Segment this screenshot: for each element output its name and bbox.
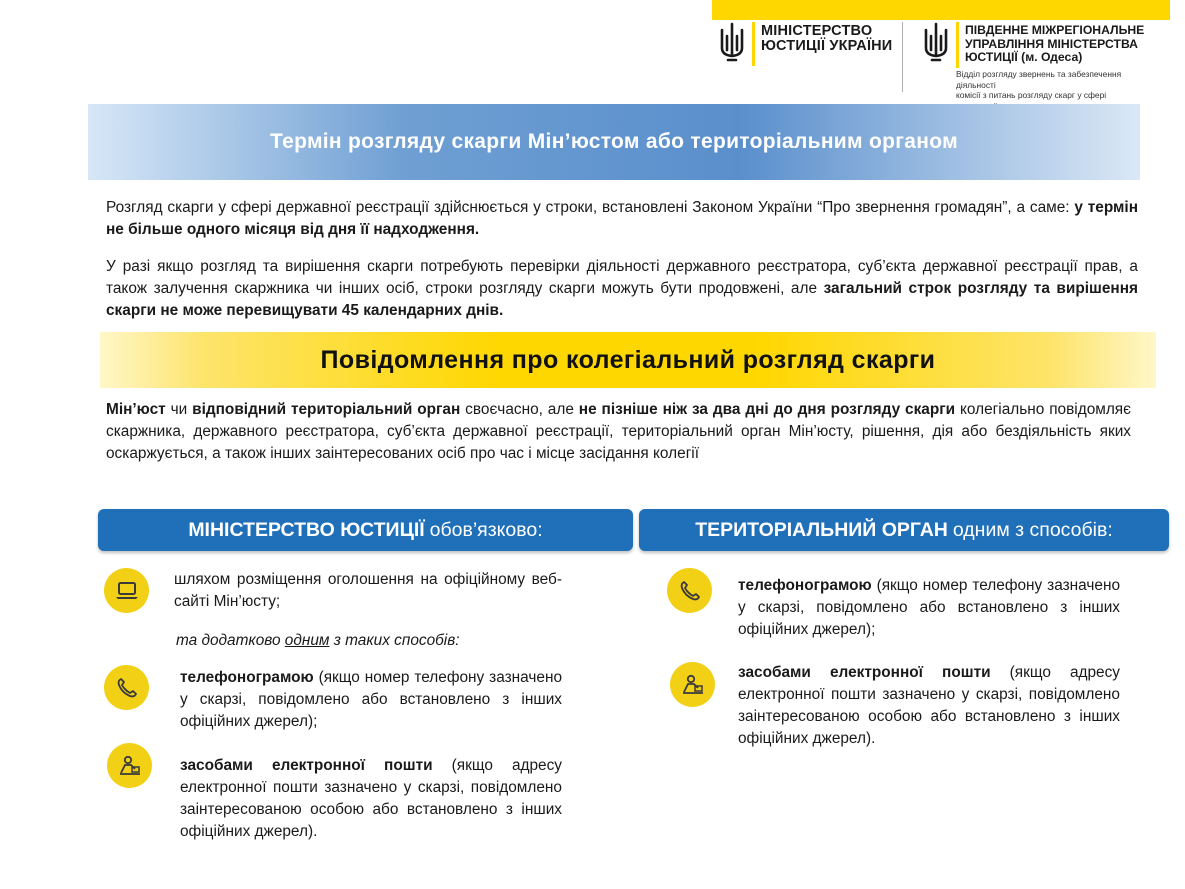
ministry-logo — [718, 22, 892, 66]
left-phone-text: (якщо номер телефону зазначено у скарзі, повідомлено або встановлено з інших офіційних джерел); — [180, 669, 562, 730]
notification-t3: колегіально повідомляє скаржника, державного реєстратора, суб’єкта державної реєстрації, територіальний орган Мін’юсту, рішення, дія або бездіяльність яких оскаржується, а також інших заінтересованих осіб про час і місце засідання колегії — [106, 401, 1131, 462]
laptop-icon — [104, 568, 149, 613]
right-phone-bold: телефонограмою — [738, 577, 872, 594]
notification-t1: чи — [165, 401, 193, 418]
department-name-line3: ЮСТИЦІЇ (м. Одеса) — [965, 50, 1083, 64]
trident-icon — [718, 22, 746, 62]
section-title-notification-banner — [100, 332, 1156, 388]
department-name-line2: УПРАВЛІННЯ МІНІСТЕРСТВА — [965, 36, 1138, 51]
ministry-pill — [98, 509, 633, 551]
left-email-text: (якщо адресу електронної пошти зазначено у скарзі, повідомлено заінтересованою особою або встановлено з інших офіційних джерел). — [180, 757, 563, 840]
right-email-text: (якщо адресу електронної пошти зазначено у скарзі, повідомлено заінтересованою особою або встановлено з інших офіційних джерел). — [738, 664, 1121, 747]
left-email-bold: засобами електронної пошти — [180, 757, 433, 774]
department-name-line1: ПІВДЕННЕ МІЖРЕГІОНАЛЬНЕ — [965, 23, 1145, 37]
right-phone-method — [738, 575, 1120, 641]
right-email-method — [738, 662, 1120, 750]
additional-note-underlined: одним — [284, 632, 330, 649]
top-yellow-bar — [712, 0, 1170, 20]
logo-yellow-line — [752, 22, 755, 66]
ministry-pill-bold: МІНІСТЕРСТВО ЮСТИЦІЇ — [188, 518, 425, 541]
department-subtitle-line2: комісії з питань розгляду скарг у сфері — [956, 90, 1107, 100]
notification-b1: Мін’юст — [106, 401, 166, 418]
notification-t2: своєчасно, але — [460, 401, 579, 418]
section-title-notification: Повідомлення про колегіальний розгляд скарги — [320, 345, 936, 374]
header-divider — [902, 22, 903, 92]
phone-icon — [104, 665, 149, 710]
extension-paragraph — [106, 256, 1138, 322]
right-phone-text: (якщо номер телефону зазначено у скарзі, повідомлено або встановлено з інших офіційних джерел); — [738, 577, 1120, 638]
email-icon — [107, 743, 152, 788]
additional-note — [176, 632, 460, 650]
notification-paragraph — [106, 399, 1131, 465]
notification-b3: не пізніше ніж за два дні до дня розгляду скарги — [578, 401, 956, 418]
left-email-method — [180, 755, 562, 843]
territorial-pill-rest: одним з способів: — [952, 518, 1113, 541]
extension-paragraph-text: У разі якщо розгляд та вирішення скарги потребують перевірки діяльності державного реєстратора, суб’єкта державної реєстрації прав, а також залучення скаржника чи інших осіб, строки розгляду скарги можуть бути продовжені, але — [106, 258, 1138, 297]
ministry-name-line1: МІНІСТЕРСТВО — [761, 23, 873, 39]
ministry-pill-rest: обов’язково: — [429, 518, 543, 541]
right-email-bold: засобами електронної пошти — [738, 664, 991, 681]
department-name — [965, 24, 1144, 65]
term-paragraph-bold: у термін не більше одного місяця від дня її надходження. — [106, 199, 1138, 238]
email-icon — [670, 662, 715, 707]
territorial-pill-bold: ТЕРИТОРІАЛЬНИЙ ОРГАН — [695, 518, 948, 541]
left-phone-method — [180, 667, 562, 733]
logo-yellow-line — [956, 22, 959, 68]
ministry-name-line2: ЮСТИЦІЇ УКРАЇНИ — [761, 38, 893, 54]
notification-b2: відповідний територіальний орган — [192, 401, 461, 418]
section-title-term: Термін розгляду скарги Мін’юстом або територіальним органом — [270, 130, 958, 153]
phone-icon — [667, 568, 712, 613]
additional-note-pre: та додатково — [176, 632, 285, 649]
department-subtitle-line1: Відділ розгляду звернень та забезпечення діяльності — [956, 69, 1122, 90]
section-title-term-banner — [88, 104, 1140, 180]
term-paragraph — [106, 197, 1138, 241]
left-phone-bold: телефонограмою — [180, 669, 314, 686]
department-logo — [922, 22, 1144, 68]
territorial-pill — [639, 509, 1169, 551]
additional-note-post: з таких способів: — [329, 632, 460, 649]
term-paragraph-text: Розгляд скарги у сфері державної реєстрації здійснюється у строки, встановлені Законом України “Про звернення громадян”, а саме: — [106, 199, 1075, 216]
ministry-name — [761, 24, 892, 54]
website-method: шляхом розміщення оголошення на офіційному веб-сайті Мін’юсту; — [174, 571, 562, 610]
extension-paragraph-bold: загальний строк розгляду та вирішення скарги не може перевищувати 45 календарних днів. — [106, 280, 1138, 319]
trident-icon — [922, 22, 950, 62]
